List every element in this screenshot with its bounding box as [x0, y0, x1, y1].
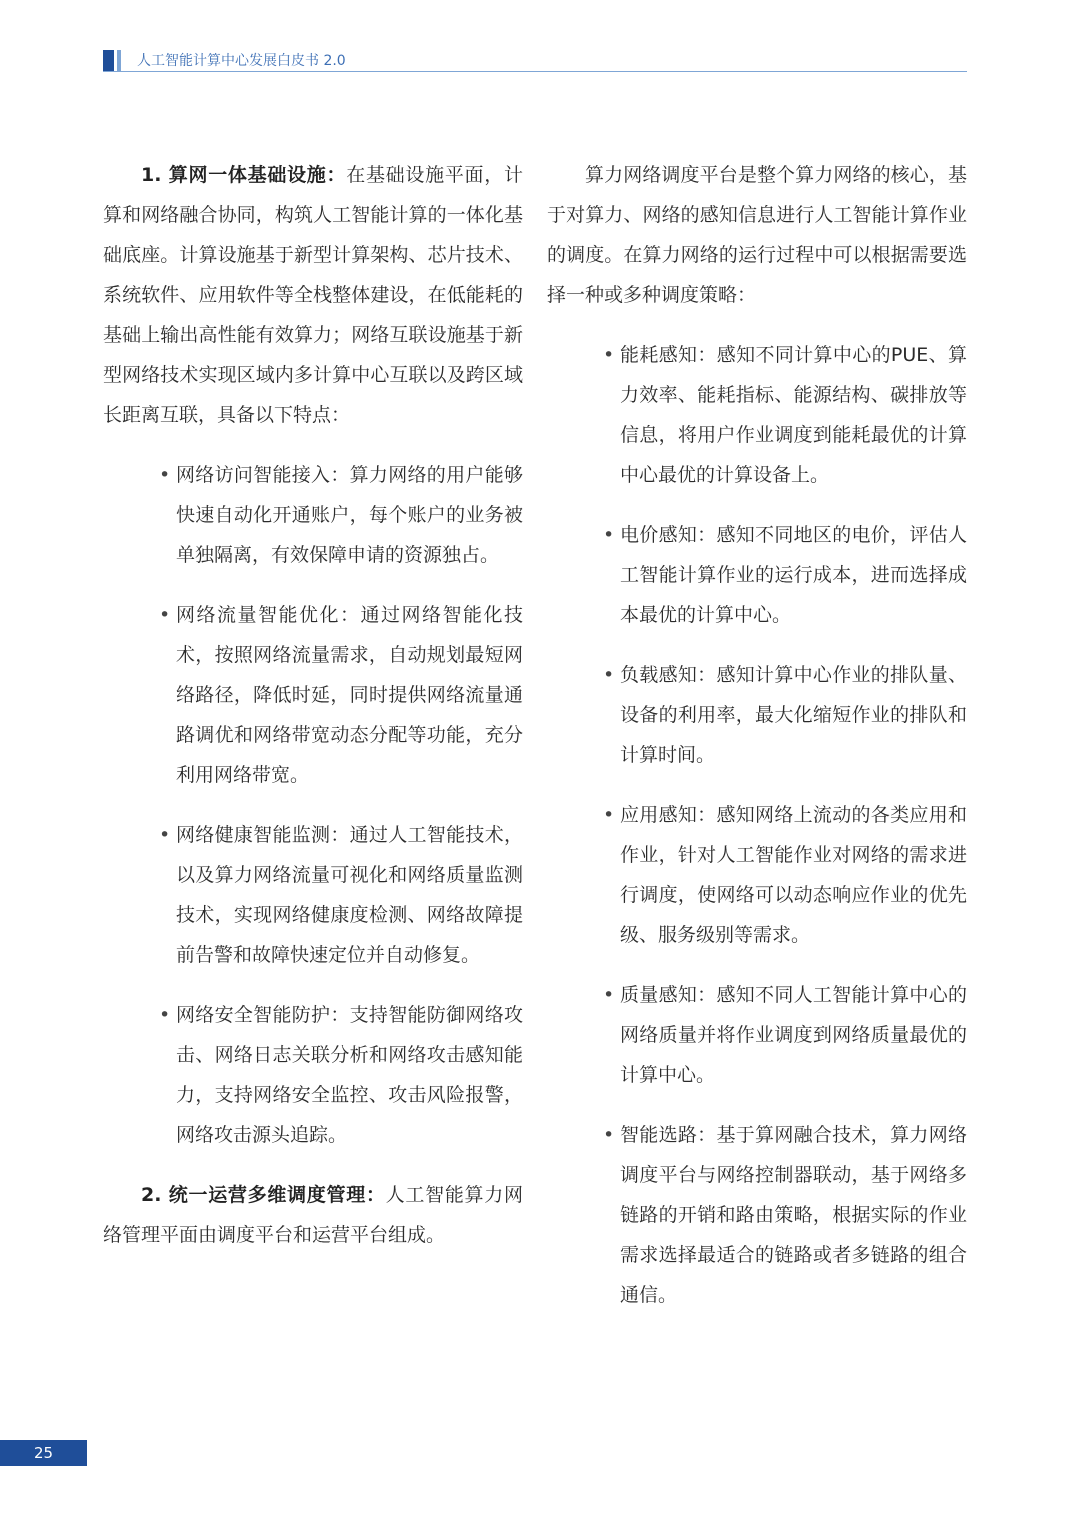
list-item-text: 网络访问智能接入：算力网络的用户能够快速自动化开通账户，每个账户的业务被单独隔离，有效保障申请的资源独占。	[176, 464, 523, 566]
bullet-dot: •	[159, 1004, 171, 1026]
left-column	[103, 155, 523, 1255]
bullet-dot: •	[603, 1124, 615, 1146]
list-item	[603, 335, 967, 495]
list-item-text: 智能选路：基于算网融合技术，算力网络调度平台与网络控制器联动，基于网络多链路的开销和路由策略，根据实际的作业需求选择最适合的链路或者多链路的组合通信。	[620, 1124, 967, 1306]
header-mark	[103, 50, 121, 72]
page-number: 25	[0, 1440, 87, 1466]
bullet-dot: •	[603, 984, 615, 1006]
paragraph-infrastructure-text: 在基础设施平面，计算和网络融合协同，构筑人工智能计算的一体化基础底座。计算设施基于新型计算架构、芯片技术、系统软件、应用软件等全栈整体建设，在低能耗的基础上输出高性能有效算力；网络互联设施基于新型网络技术实现区域内多计算中心互联以及跨区域长距离互联，具备以下特点：	[103, 164, 523, 426]
list-item	[159, 455, 523, 575]
list-item	[603, 795, 967, 955]
right-column	[547, 155, 967, 1335]
list-item-text: 质量感知：感知不同人工智能计算中心的网络质量并将作业调度到网络质量最优的计算中心。	[620, 984, 967, 1086]
list-item	[159, 815, 523, 975]
list-item-text: 能耗感知：感知不同计算中心的PUE、算力效率、能耗指标、能源结构、碳排放等信息，将用户作业调度到能耗最优的计算中心最优的计算设备上。	[620, 344, 967, 486]
paragraph-management-text: 人工智能算力网络管理平面由调度平台和运营平台组成。	[103, 1184, 523, 1246]
list-item-text: 网络流量智能优化：通过网络智能化技术，按照网络流量需求，自动规划最短网络路径，降低时延，同时提供网络流量通路调优和网络带宽动态分配等功能，充分利用网络带宽。	[176, 604, 523, 786]
list-item	[603, 655, 967, 775]
list-item-text: 网络安全智能防护：支持智能防御网络攻击、网络日志关联分析和网络攻击感知能力，支持网络安全监控、攻击风险报警，网络攻击源头追踪。	[176, 1004, 523, 1146]
paragraph-management	[103, 1175, 523, 1255]
list-item-text: 负载感知：感知计算中心作业的排队量、设备的利用率，最大化缩短作业的排队和计算时间。	[620, 664, 967, 766]
network-features-list	[103, 455, 523, 1155]
bullet-dot: •	[159, 464, 171, 486]
bullet-dot: •	[159, 824, 171, 846]
scheduling-strategies-list	[547, 335, 967, 1315]
list-item	[603, 515, 967, 635]
header-divider	[103, 71, 967, 72]
document-title: 人工智能计算中心发展白皮书 2.0	[137, 53, 346, 69]
bullet-dot: •	[603, 524, 615, 546]
bullet-dot: •	[603, 344, 615, 366]
header-bar-dark	[103, 50, 114, 72]
heading-management: 2. 统一运营多维调度管理：	[141, 1184, 386, 1206]
list-item-text: 应用感知：感知网络上流动的各类应用和作业，针对人工智能作业对网络的需求进行调度，使网络可以动态响应作业的优先级、服务级别等需求。	[620, 804, 967, 946]
bullet-dot: •	[603, 804, 615, 826]
list-item	[603, 975, 967, 1095]
heading-infrastructure: 1. 算网一体基础设施：	[141, 164, 347, 186]
list-item	[159, 595, 523, 795]
list-item-text: 电价感知：感知不同地区的电价，评估人工智能计算作业的运行成本，进而选择成本最优的计算中心。	[620, 524, 967, 626]
list-item-text: 网络健康智能监测：通过人工智能技术，以及算力网络流量可视化和网络质量监测技术，实现网络健康度检测、网络故障提前告警和故障快速定位并自动修复。	[176, 824, 523, 966]
paragraph-infrastructure	[103, 155, 523, 435]
bullet-dot: •	[603, 664, 615, 686]
header-bar-light	[117, 50, 121, 72]
bullet-dot: •	[159, 604, 171, 626]
list-item	[159, 995, 523, 1155]
list-item	[603, 1115, 967, 1315]
paragraph-scheduling-intro: 算力网络调度平台是整个算力网络的核心，基于对算力、网络的感知信息进行人工智能计算作业的调度。在算力网络的运行过程中可以根据需要选择一种或多种调度策略：	[547, 164, 967, 306]
